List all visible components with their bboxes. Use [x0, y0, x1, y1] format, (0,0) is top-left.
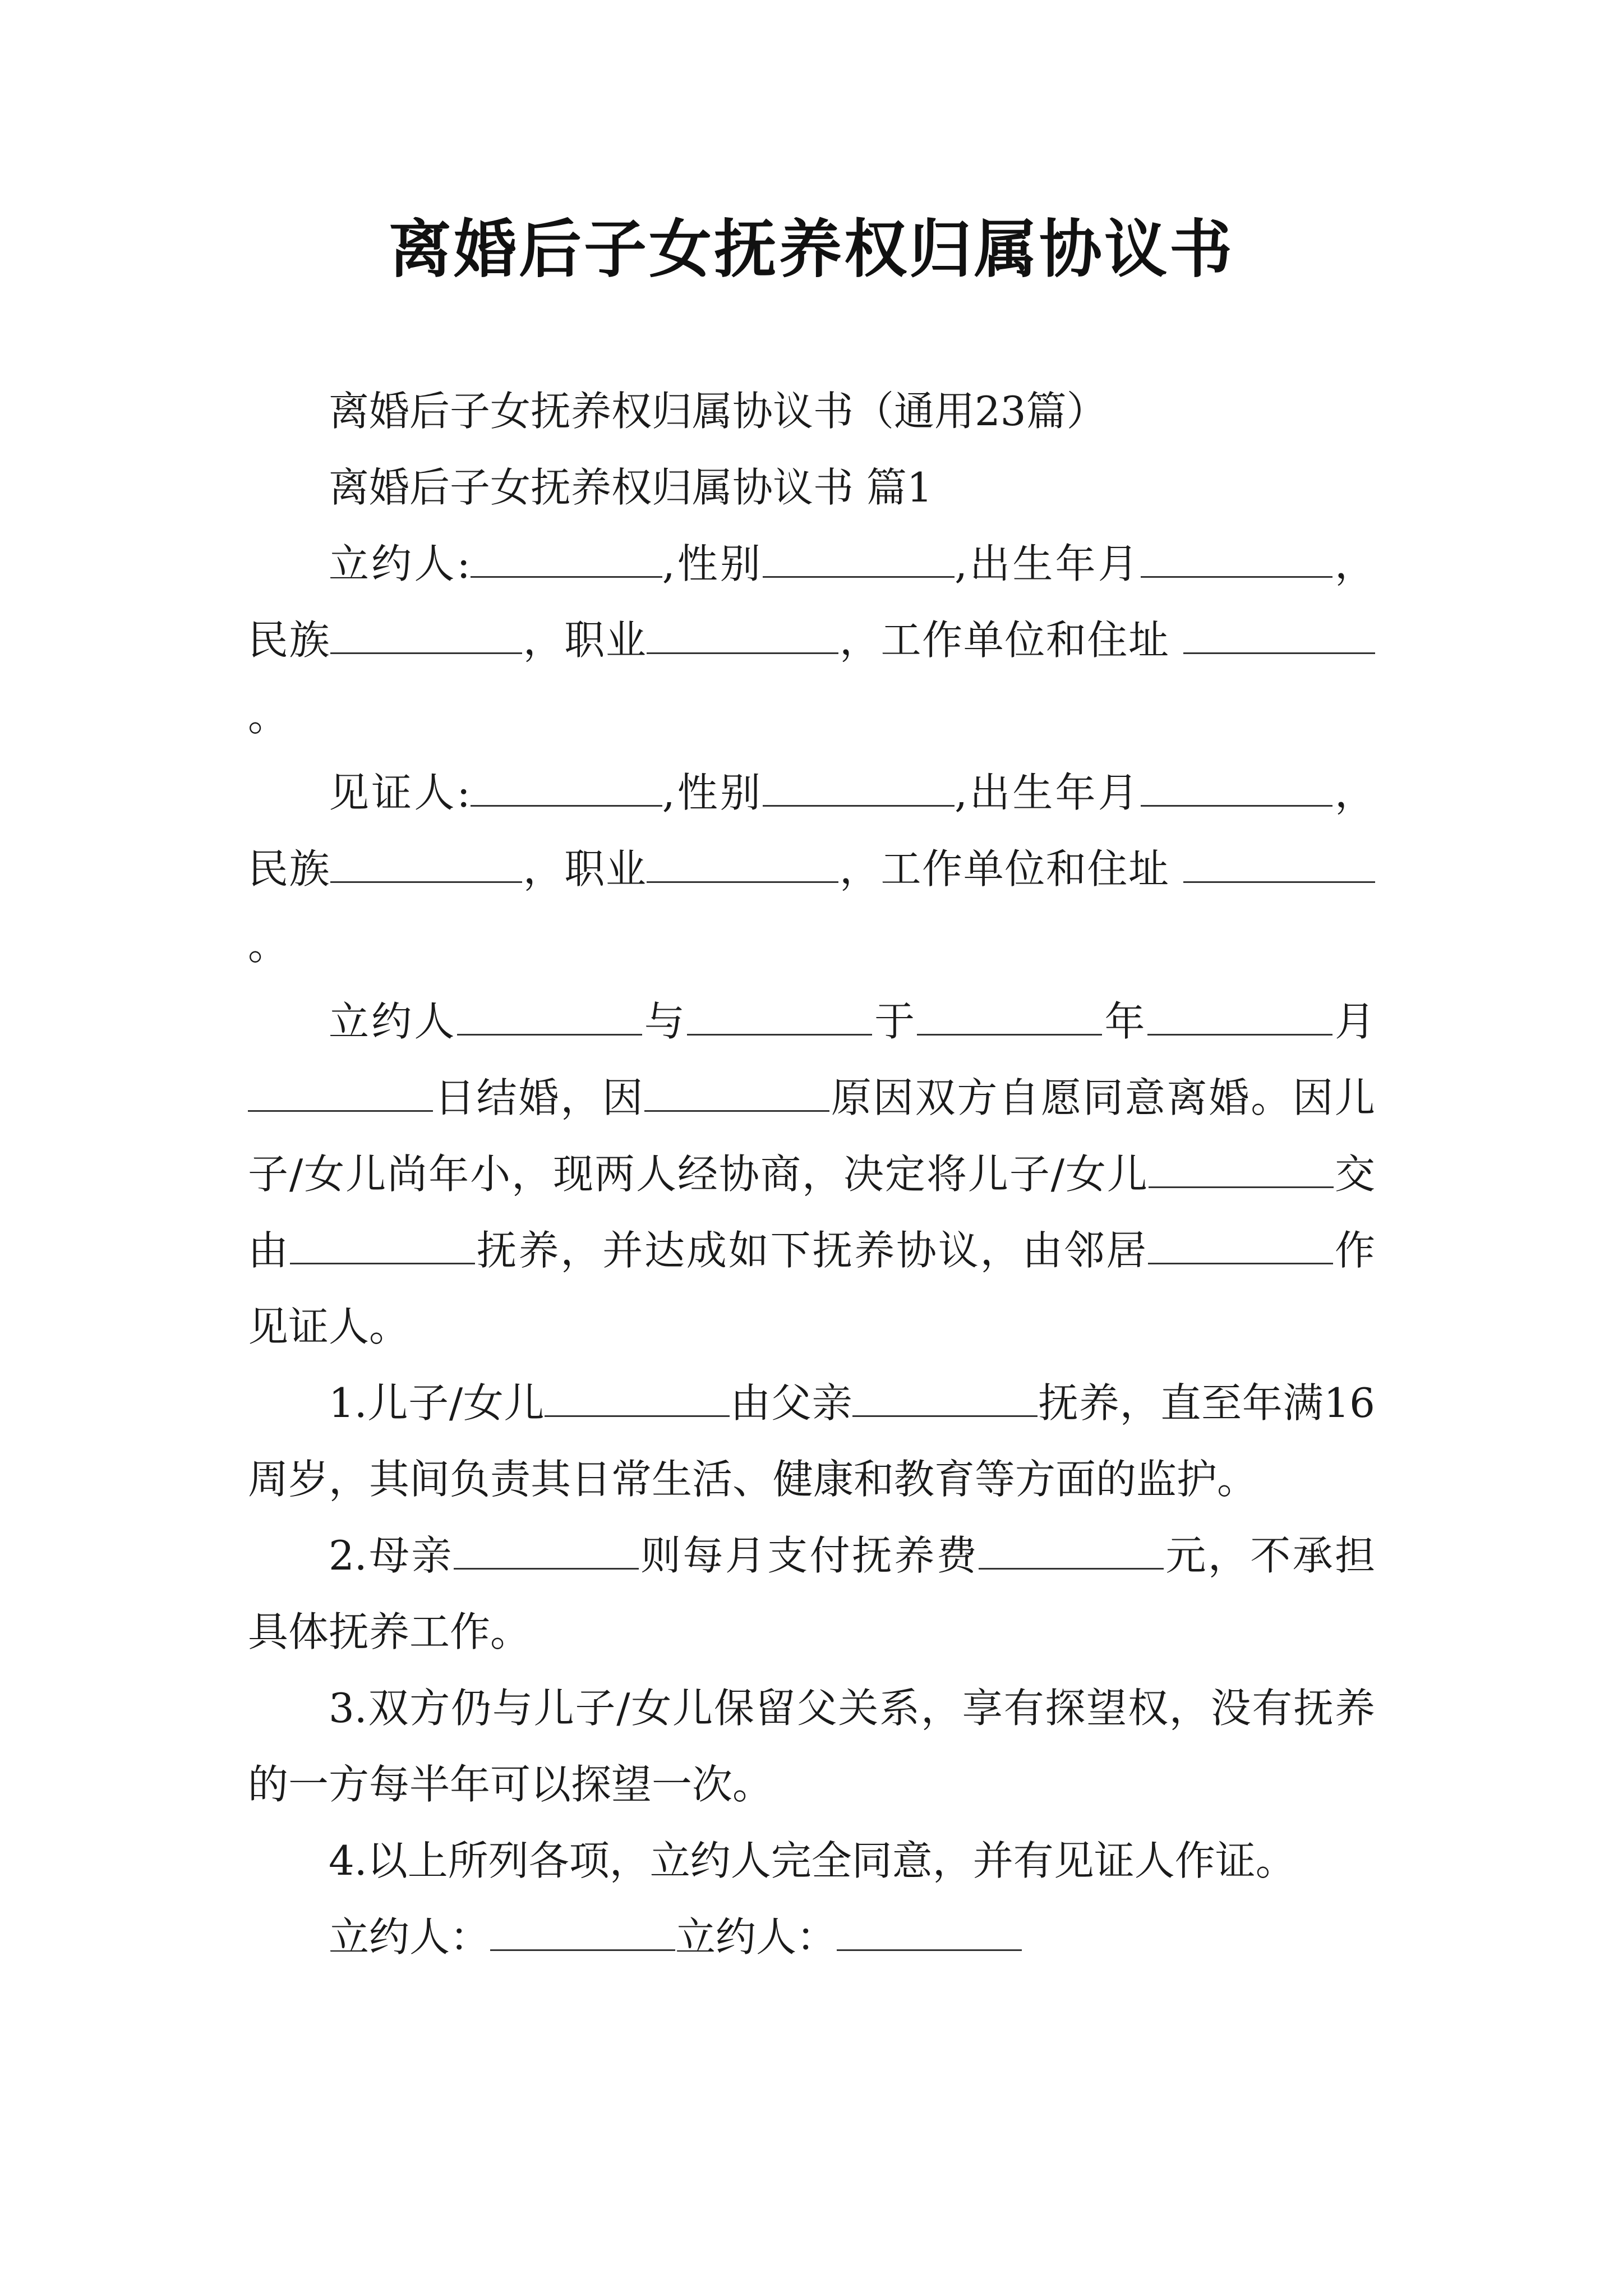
blank [248, 1073, 433, 1112]
witness-label: 见证人: [329, 769, 471, 816]
signature-blank [837, 1912, 1022, 1951]
signature-label: 立约人： [675, 1913, 837, 1961]
blank [687, 997, 872, 1036]
blank [290, 1226, 475, 1264]
birth-label: ,出生年月 [955, 540, 1141, 587]
ethnic-blank [330, 844, 522, 883]
work-label: ，工作单位和住址 [838, 616, 1170, 664]
blank [917, 997, 1102, 1036]
text-segment: 1.儿子/女儿 [329, 1379, 545, 1427]
text-segment: 2.母亲 [329, 1532, 454, 1579]
section-heading: 离婚后子女抚养权归属协议书 篇1 [329, 464, 933, 511]
job-blank [647, 844, 838, 883]
signature-line [248, 1899, 1375, 1975]
blank [644, 1073, 829, 1112]
marriage-paragraph [248, 983, 1375, 1365]
blank [979, 1531, 1164, 1570]
job-label: ，职业 [522, 845, 647, 892]
text-segment: 交由 [248, 1151, 1375, 1274]
text-segment: 则每月支付抚养费 [638, 1532, 979, 1579]
blank [454, 1531, 639, 1570]
clause-2 [248, 1517, 1375, 1670]
document-title: 离婚后子女抚养权归属协议书 [389, 213, 1234, 286]
gender-label: ,性别 [662, 540, 763, 587]
address-blank [1183, 844, 1375, 883]
job-label: ，职业 [522, 616, 647, 664]
text-segment: 作见证人。 [248, 1227, 1375, 1350]
ethnic-blank [330, 615, 522, 654]
signature-label: 立约人： [329, 1913, 491, 1961]
birth-blank [1141, 539, 1332, 578]
work-label: ，工作单位和住址 [838, 845, 1170, 892]
comma-text: ， [1332, 769, 1375, 816]
text-segment: 日结婚，因 [433, 1074, 645, 1121]
blank [852, 1378, 1038, 1417]
gender-blank [763, 539, 955, 578]
text-segment: 元，不承担具体抚养工作。 [248, 1532, 1375, 1655]
birth-blank [1141, 768, 1332, 807]
comma-text: ， [1332, 540, 1375, 587]
text-segment: 抚养，直至年满16周岁，其间负责其日常生活、健康和教育等方面的监护。 [248, 1379, 1375, 1503]
text-segment: 与 [642, 998, 687, 1045]
text-segment: 由父亲 [730, 1379, 853, 1427]
blank [1147, 997, 1332, 1036]
gender-label: ,性别 [662, 769, 763, 816]
ethnic-label: 民族 [248, 616, 331, 664]
text-segment: 年 [1102, 998, 1147, 1045]
job-blank [647, 615, 838, 654]
ethnic-label: 民族 [248, 845, 331, 892]
witness-info-paragraph [248, 754, 1375, 983]
document-body [248, 373, 1375, 1975]
blank [1149, 1149, 1334, 1188]
signature-blank [490, 1912, 675, 1951]
party-label: 立约人: [329, 540, 471, 587]
blank [1148, 1226, 1333, 1264]
clause-4: 4.以上所列各项，立约人完全同意，并有见证人作证。 [329, 1837, 1296, 1884]
blank [457, 997, 642, 1036]
address-blank [1183, 615, 1375, 654]
text-segment: 于 [872, 998, 917, 1045]
document-subtitle: 离婚后子女抚养权归属协议书（通用23篇） [329, 388, 1107, 435]
text-segment: 立约人 [329, 998, 457, 1045]
birth-label: ,出生年月 [955, 769, 1141, 816]
text-segment: 月 [1332, 998, 1375, 1045]
party-info-paragraph [248, 526, 1375, 754]
period-text: 。 [248, 693, 289, 740]
text-segment: 抚养，并达成如下抚养协议，由邻居 [474, 1227, 1149, 1274]
clause-3: 3.双方仍与儿子/女儿保留父关系，享有探望权，没有抚养的一方每半年可以探望一次。 [248, 1685, 1375, 1808]
blank [545, 1378, 730, 1417]
period-text: 。 [248, 922, 289, 969]
name-blank [471, 768, 662, 807]
name-blank [471, 539, 662, 578]
text-segment: 原因双方自愿同意离婚。因儿子/女儿尚年小，现两人经协商，决定将儿子/女儿 [248, 1074, 1375, 1198]
clause-1 [248, 1365, 1375, 1517]
gender-blank [763, 768, 955, 807]
